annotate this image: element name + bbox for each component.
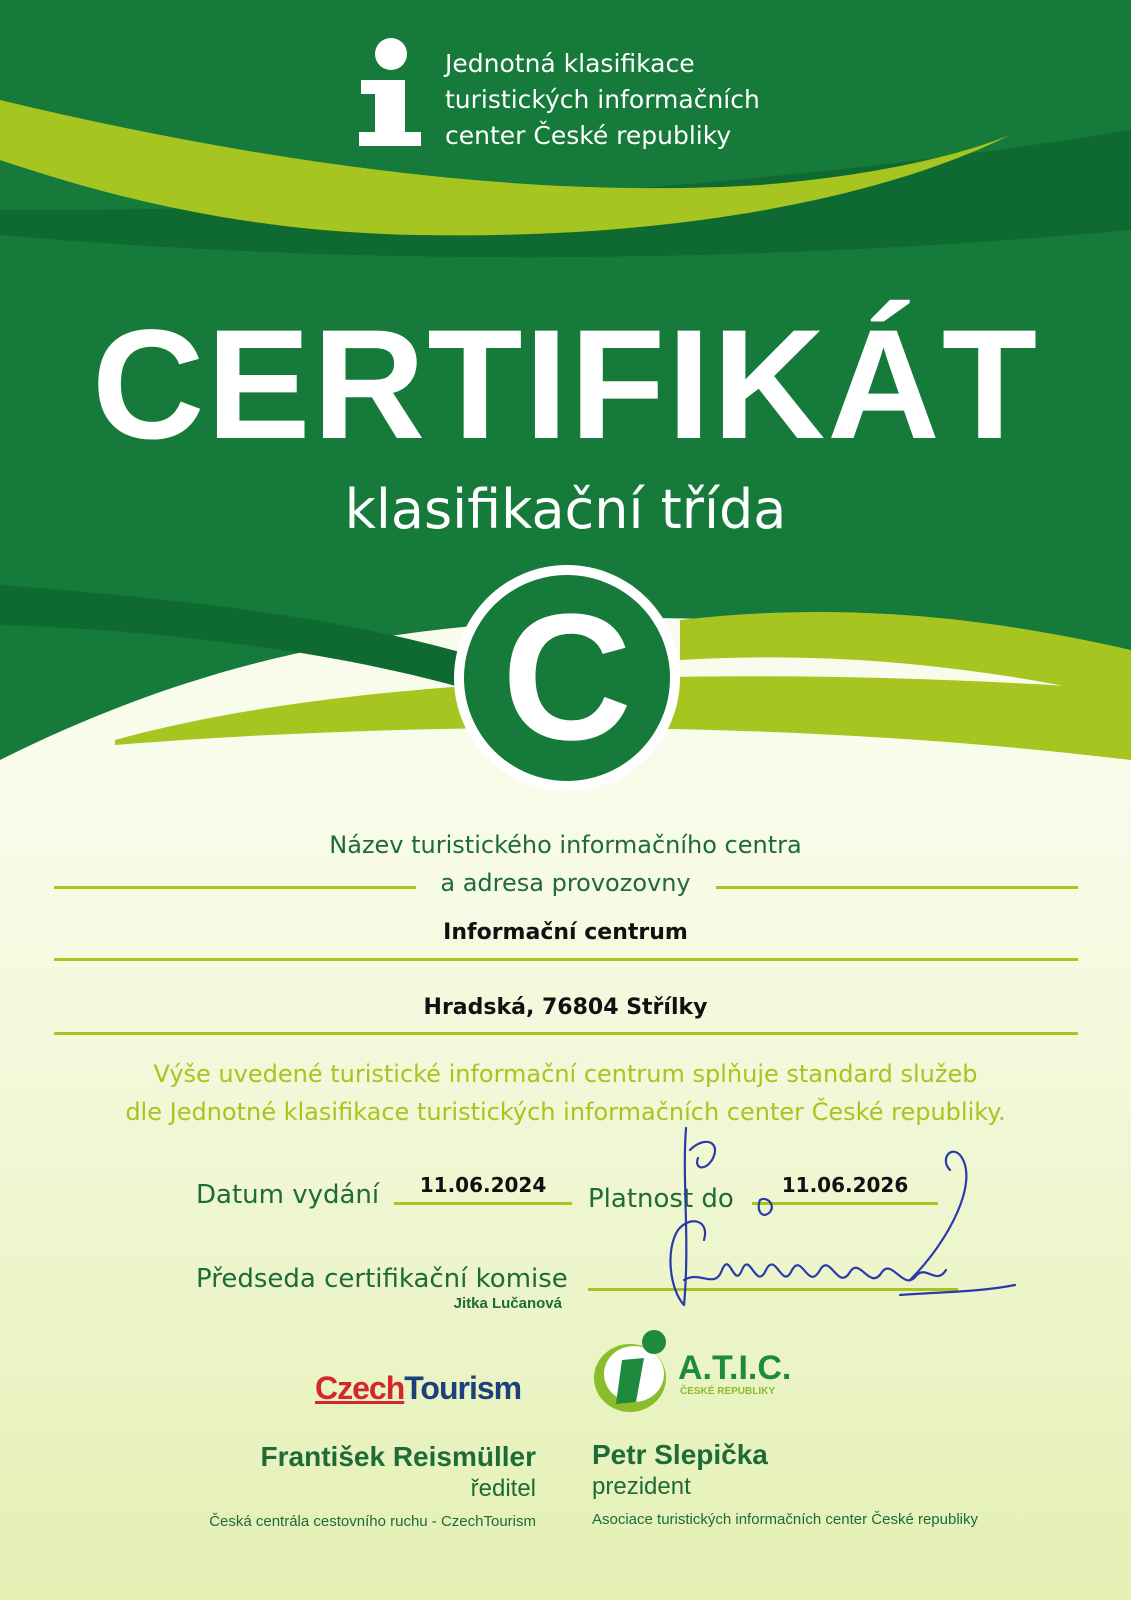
czechtourism-logo-czech: Czech [315, 1370, 405, 1406]
valid-until-label: Platnost do [588, 1184, 734, 1214]
divider [54, 1032, 1078, 1035]
commission-chair-name: Jitka Lučanová [453, 1295, 562, 1312]
certificate-title: CERTIFIKÁT [91, 298, 1040, 472]
header-line-3: center České republiky [445, 121, 732, 150]
right-signatory [592, 1438, 1092, 1530]
right-signatory-org: Asociace turistických informačních center České republiky [592, 1511, 978, 1528]
issue-date-label: Datum vydání [196, 1180, 380, 1210]
class-badge [454, 565, 680, 791]
divider [54, 886, 416, 889]
center-name: Informační centrum [443, 920, 688, 945]
issue-date-value: 11.06.2024 [419, 1173, 547, 1197]
atic-logo-text: A.T.I.C. [678, 1349, 792, 1387]
right-signatory-name: Petr Slepička [592, 1439, 768, 1470]
signature [660, 1120, 1020, 1320]
left-signatory [60, 1440, 536, 1532]
name-label-line-2: a adresa provozovny [440, 869, 691, 897]
header-line-2: turistických informačních [445, 85, 760, 114]
valid-until-value: 11.06.2026 [781, 1173, 909, 1197]
atic-logo-subtitle: ČESKÉ REPUBLIKY [680, 1386, 776, 1397]
center-address: Hradská, 76804 Střílky [423, 995, 708, 1020]
info-i-icon [355, 38, 425, 148]
certificate-subtitle: klasifikační třída [344, 478, 787, 541]
standard-line-1: Výše uvedené turistické informační centrum splňuje standard služeb [153, 1060, 978, 1088]
czechtourism-logo-tourism: Tourism [404, 1370, 522, 1406]
standard-line-2: dle Jednotné klasifikace turistických informačních center České republiky. [125, 1098, 1006, 1126]
name-label-line-1: Název turistického informačního centra [329, 831, 802, 859]
left-signatory-role: ředitel [470, 1475, 536, 1502]
header-text [445, 46, 760, 154]
name-label [0, 826, 1131, 902]
header-line-1: Jednotná klasifikace [445, 49, 695, 78]
left-signatory-name: František Reismüller [260, 1441, 536, 1472]
atic-i-icon [592, 1328, 682, 1416]
divider [54, 958, 1078, 961]
divider [716, 886, 1078, 889]
right-signatory-role: prezident [592, 1473, 691, 1500]
commission-label: Předseda certifikační komise [196, 1264, 568, 1294]
class-letter: C [464, 575, 670, 781]
left-signatory-org: Česká centrála cestovního ruchu - CzechTourism [209, 1513, 536, 1530]
divider [394, 1202, 572, 1205]
czechtourism-logo [315, 1370, 521, 1407]
